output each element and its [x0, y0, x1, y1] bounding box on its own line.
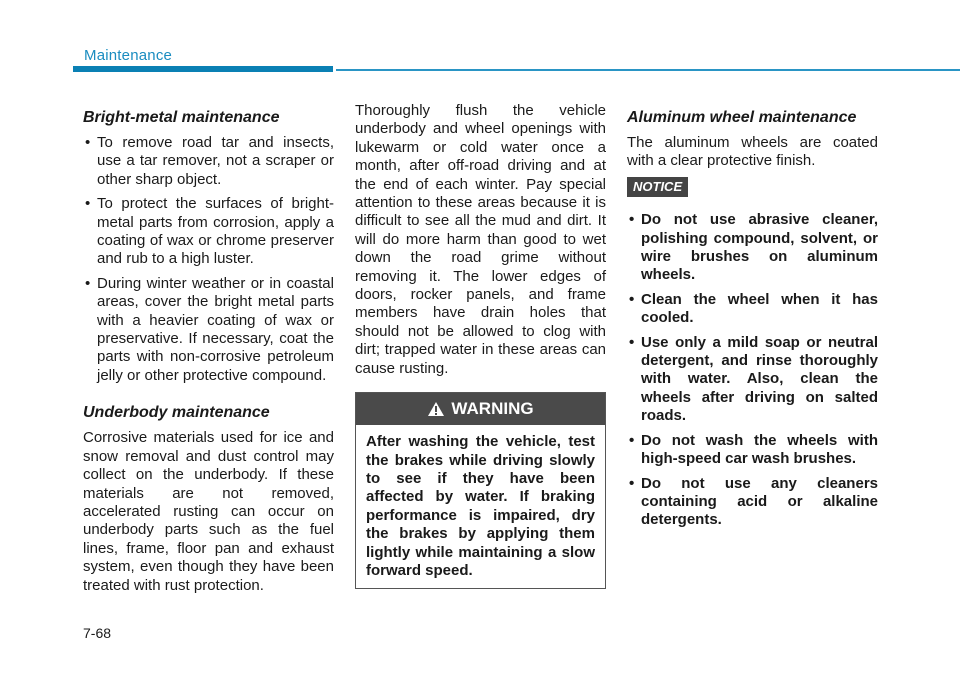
notice-list	[627, 211, 878, 530]
header-rule	[336, 69, 960, 71]
bright-metal-list	[83, 134, 334, 385]
list-item: • Use only a mild soap or neutral detergent, and rinse thoroughly with water. Also, clean the wheels after driving on salted roads.	[627, 334, 878, 426]
list-item: • To remove road tar and insects, use a tar remover, not a scraper or other sharp object.	[83, 134, 334, 189]
warning-box	[355, 392, 606, 589]
heading-bright-metal: Bright-metal maintenance	[83, 109, 280, 126]
heading-underbody: Underbody maintenance	[83, 404, 270, 422]
heading-aluminum-wheel: Aluminum wheel maintenance	[627, 109, 857, 126]
underbody-paragraph: Corrosive materials used for ice and snow removal and dust control may collect on the underbody. If these materials are not removed, accelerated rusting can occur on underbody parts such as the fuel lines, frame, floor pan and exhaust system, even though they have been treated with rust protection.	[83, 429, 334, 594]
list-item: • Do not use any cleaners containing acid or alkaline detergents.	[627, 475, 878, 530]
list-item: • During winter weather or in coastal areas, cover the bright metal parts with a heavier coating of wax or preservative. If necessary, coat the parts with non-corrosive petroleum jelly or other protective compound.	[83, 275, 334, 385]
list-item: • Do not wash the wheels with high-speed car wash brushes.	[627, 432, 878, 469]
column-3	[627, 108, 878, 536]
list-item: • Clean the wheel when it has cooled.	[627, 291, 878, 328]
warning-header	[356, 393, 605, 425]
warning-title: WARNING	[451, 398, 534, 418]
column-2	[355, 102, 606, 589]
notice-badge: NOTICE	[627, 177, 688, 197]
column-1	[83, 108, 334, 603]
warning-triangle-icon	[427, 401, 445, 417]
list-item: • Do not use abrasive cleaner, polishing compound, solvent, or wire brushes on aluminum wheels.	[627, 211, 878, 285]
section-title: Maintenance	[84, 47, 173, 64]
warning-text: After washing the vehicle, test the brakes while driving slowly to see if they have been affected by water. If braking performance is impaired, dry the brakes by applying them lightly while maintaining a slow forward speed.	[366, 433, 595, 579]
aluminum-paragraph: The aluminum wheels are coated with a clear protective finish.	[627, 134, 878, 170]
page-number: 7-68	[83, 625, 112, 641]
header-bar	[73, 66, 333, 72]
list-item: • To protect the surfaces of bright-metal parts from corrosion, apply a coating of wax or chrome preserver and rub to a high luster.	[83, 195, 334, 269]
flush-paragraph: Thoroughly flush the vehicle underbody and wheel openings with lukewarm or cold water once a month, after off-road driving and at the end of each winter. Pay special attention to these areas because it is difficult to see all the mud and dirt. It will do more harm than good to wet down the road grime without removing it. The lower edges of doors, rocker panels, and frame members have drain holes that should not be allowed to clog with dirt; trapped water in these areas can cause rusting.	[355, 102, 606, 377]
